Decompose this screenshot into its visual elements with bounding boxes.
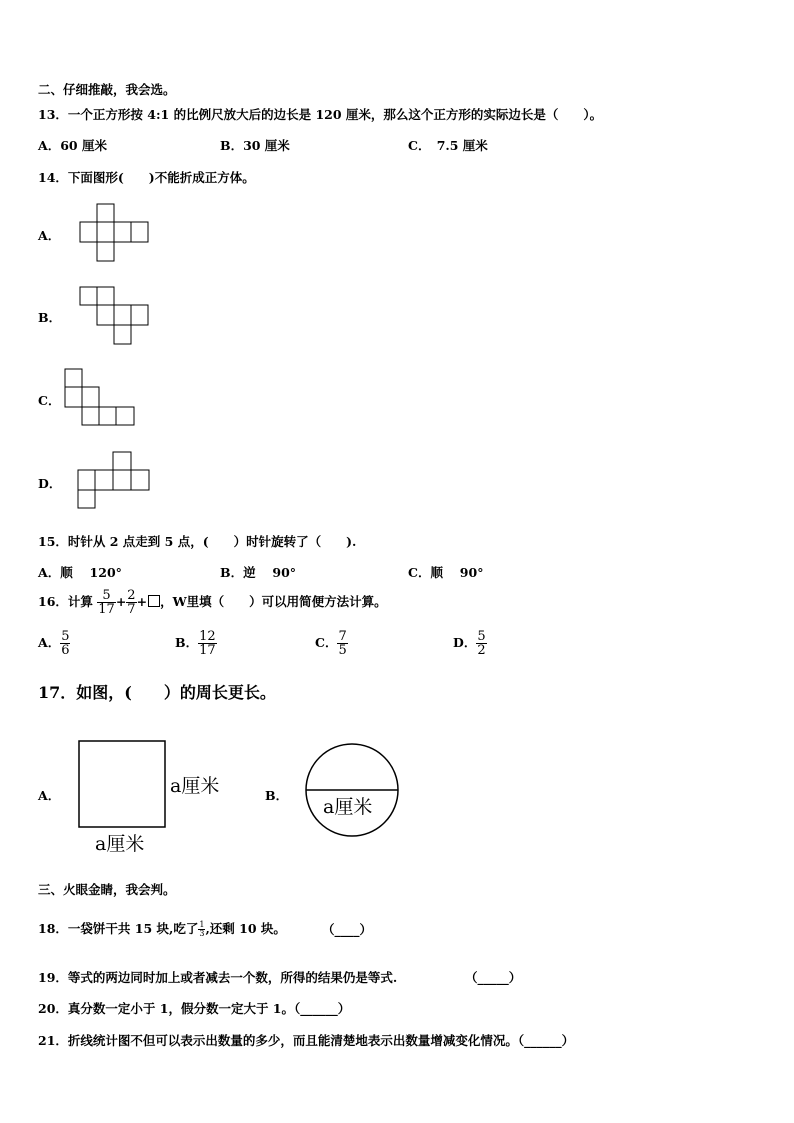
plus-sign: + bbox=[115, 594, 127, 609]
question-15-option-b[interactable]: B．逆 90° bbox=[220, 565, 297, 580]
option-label: A． bbox=[38, 635, 61, 650]
question-17-option-a[interactable]: A． bbox=[38, 788, 61, 803]
question-16-option-c[interactable] bbox=[315, 630, 348, 657]
question-14-text: 14．下面图形( )不能折成正方体。 bbox=[38, 170, 255, 185]
fraction-7-5: $\frac{7}{5}$ bbox=[338, 629, 347, 658]
section-3-title: 三、火眼金睛，我会判。 bbox=[38, 882, 176, 897]
cube-net-c bbox=[64, 368, 138, 428]
question-18-text bbox=[38, 919, 286, 938]
circle-diameter-label: a厘米 bbox=[323, 796, 373, 818]
question-14-label-c[interactable]: C． bbox=[38, 393, 61, 408]
question-15-text: 15．时针从 2 点走到 5 点，( ）时针旋转了（ ). bbox=[38, 534, 357, 549]
question-16-option-a[interactable] bbox=[38, 630, 70, 657]
fraction-2-7: $\frac{2}{7}$ bbox=[127, 588, 136, 617]
question-14-label-d[interactable]: D． bbox=[38, 476, 62, 491]
question-14-label-b[interactable]: B． bbox=[38, 310, 62, 325]
question-19-answer-blank[interactable]: （_____） bbox=[465, 970, 522, 985]
question-18-suffix: ,还剩 10 块。 bbox=[205, 921, 286, 936]
square-figure bbox=[78, 738, 238, 858]
option-label: C． bbox=[315, 635, 338, 650]
square-side-label-right: a厘米 bbox=[170, 775, 220, 797]
plus-sign: + bbox=[136, 594, 148, 609]
question-21-text[interactable]: 21．折线统计图不但可以表示出数量的多少，而且能清楚地表示出数量增减变化情况。（______） bbox=[38, 1033, 575, 1048]
option-label: B． bbox=[175, 635, 199, 650]
question-18-answer-blank[interactable]: （____） bbox=[322, 922, 373, 937]
fraction-1-3: $\frac{1}{3}$ bbox=[199, 920, 205, 938]
question-15-option-c[interactable]: C．顺 90° bbox=[408, 565, 484, 580]
question-19-text: 19．等式的两边同时加上或者减去一个数，所得的结果仍是等式. bbox=[38, 970, 398, 985]
question-18-prefix: 18．一袋饼干共 15 块,吃了 bbox=[38, 921, 199, 936]
fraction-5-17: $\frac{5}{17}$ bbox=[98, 588, 115, 617]
fraction-5-6: $\frac{5}{6}$ bbox=[61, 629, 70, 658]
question-16-text bbox=[38, 589, 387, 616]
question-13-option-c[interactable]: C． 7.5 厘米 bbox=[408, 138, 488, 153]
option-label: D． bbox=[453, 635, 477, 650]
circle-figure bbox=[303, 741, 401, 839]
fraction-5-2: $\frac{5}{2}$ bbox=[477, 629, 486, 658]
question-15-option-a[interactable]: A．顺 120° bbox=[38, 565, 122, 580]
blank-square-icon bbox=[148, 595, 160, 607]
question-20-text[interactable]: 20．真分数一定小于 1，假分数一定大于 1。（______） bbox=[38, 1001, 351, 1016]
question-13-option-a[interactable]: A．60 厘米 bbox=[38, 138, 107, 153]
question-17-option-b[interactable]: B． bbox=[265, 788, 289, 803]
section-2-title: 二、仔细推敲，我会选。 bbox=[38, 82, 176, 97]
question-17-text: 17．如图，( ）的周长更长。 bbox=[38, 683, 276, 702]
fraction-12-17: $\frac{12}{17}$ bbox=[199, 629, 216, 658]
question-16-suffix: ，W里填（ ）可以用简便方法计算。 bbox=[160, 594, 387, 609]
square-side-label-bottom: a厘米 bbox=[95, 833, 145, 855]
square-shape bbox=[79, 741, 165, 827]
question-14-label-a[interactable]: A． bbox=[38, 228, 61, 243]
question-16-option-d[interactable] bbox=[453, 630, 487, 657]
question-16-prefix: 16．计算 bbox=[38, 594, 93, 609]
question-13-text: 13．一个正方形按 4:1 的比例尺放大后的边长是 120 厘米，那么这个正方形的实际边长是（ ）。 bbox=[38, 107, 603, 122]
cube-net-d bbox=[77, 451, 153, 511]
cube-net-b bbox=[79, 286, 153, 346]
cube-net-a bbox=[79, 203, 153, 263]
question-13-option-b[interactable]: B．30 厘米 bbox=[220, 138, 290, 153]
question-16-option-b[interactable] bbox=[175, 630, 217, 657]
